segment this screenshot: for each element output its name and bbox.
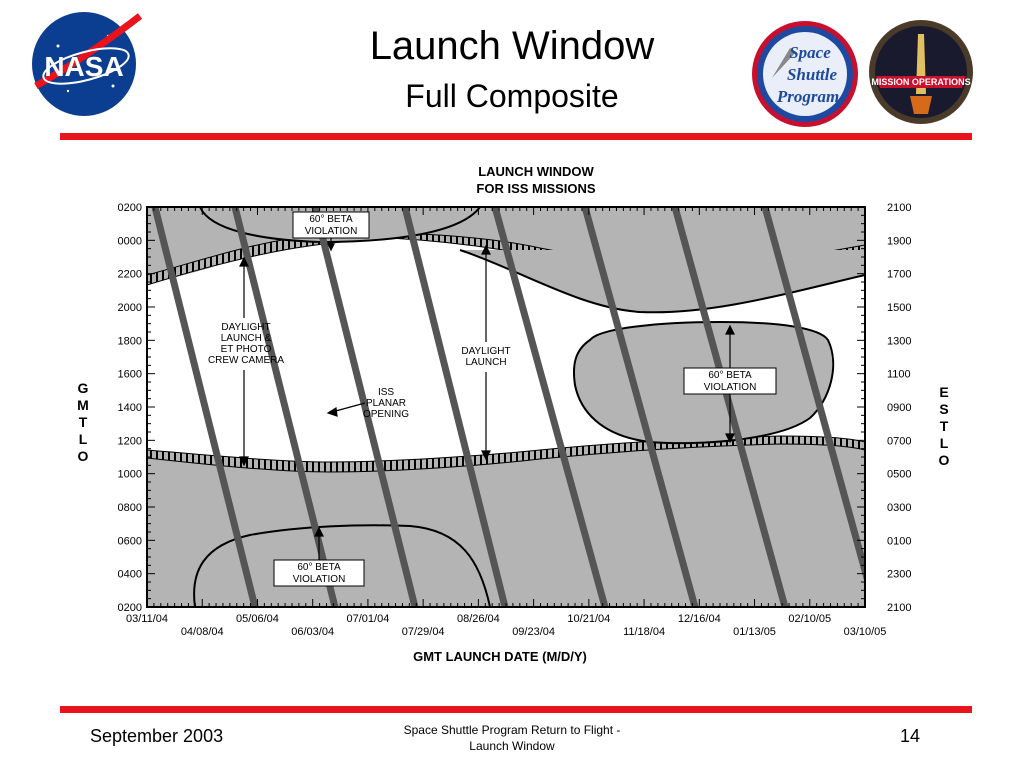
footer-date: September 2003 xyxy=(90,726,224,746)
y-tick-right: 2300 xyxy=(887,568,912,581)
annotation-beta-right-1: 60° BETA xyxy=(708,370,752,381)
y-tick-left: 1200 xyxy=(117,435,142,448)
nasa-logo xyxy=(28,6,144,118)
slide-subtitle: Full Composite xyxy=(405,78,619,114)
y-axis-label-left: G M T L O xyxy=(77,380,89,464)
y-tick-right: 1900 xyxy=(887,235,912,248)
annotation-daylight-left-4: CREW CAMERA xyxy=(207,355,285,366)
y-tick-right: 1500 xyxy=(887,302,912,314)
y-tick-left: 0200 xyxy=(117,602,142,614)
annotation-iss-planar-3: OPENING xyxy=(362,409,410,420)
y-tick-right: 0700 xyxy=(887,435,912,448)
x-tick-lower: 09/23/04 xyxy=(512,626,556,638)
nasa-logo-text: NASA xyxy=(44,51,124,82)
footer-title-line2: Launch Window xyxy=(469,739,555,753)
x-tick-upper: 03/11/04 xyxy=(125,613,169,625)
annotation-beta-bottom-1: 60° BETA xyxy=(297,562,341,573)
annotation-daylight-mid-2: LAUNCH xyxy=(465,357,507,368)
annotation-daylight-left-2: LAUNCH & xyxy=(220,333,272,344)
y-tick-left: 2000 xyxy=(117,302,142,314)
annotation-iss-planar-1: ISS xyxy=(377,387,395,398)
y-tick-right: 2100 xyxy=(887,602,912,614)
launch-window-chart xyxy=(60,150,960,670)
annotation-beta-bottom-2: VIOLATION xyxy=(292,574,346,585)
x-tick-upper: 12/16/04 xyxy=(677,613,721,625)
annotation-daylight-left-3: ET PHOTO xyxy=(220,344,272,355)
x-tick-lower: 06/03/04 xyxy=(291,626,335,638)
y-tick-left: 1600 xyxy=(117,368,142,381)
x-tick-lower: 03/10/05 xyxy=(843,626,887,638)
x-axis-label: GMT LAUNCH DATE (M/D/Y) xyxy=(413,649,587,664)
x-tick-upper: 02/10/05 xyxy=(788,613,832,625)
y-tick-right: 0100 xyxy=(887,535,912,548)
y-tick-left: 0400 xyxy=(117,568,142,581)
annotation-beta-right-2: VIOLATION xyxy=(703,382,757,393)
page-number: 14 xyxy=(900,726,921,746)
x-tick-upper: 10/21/04 xyxy=(567,613,611,625)
y-tick-left: 0200 xyxy=(117,202,142,214)
x-tick-upper: 08/26/04 xyxy=(456,613,500,625)
y-tick-right: 2100 xyxy=(887,202,912,214)
bottom-divider xyxy=(60,706,972,713)
y-tick-right: 1100 xyxy=(887,368,911,381)
y-tick-right: 1700 xyxy=(887,268,912,281)
footer-title xyxy=(360,722,664,754)
y-tick-right: 0500 xyxy=(887,468,912,481)
annotation-daylight-mid-1: DAYLIGHT xyxy=(461,346,511,357)
annotation-beta-top-1: 60° BETA xyxy=(309,214,353,225)
chart-title-line1: LAUNCH WINDOW xyxy=(478,164,594,179)
annotation-beta-top-2: VIOLATION xyxy=(304,226,358,237)
y-axis-label-right: E S T L O xyxy=(938,384,950,468)
y-tick-right: 1300 xyxy=(887,335,912,348)
y-tick-left: 0800 xyxy=(117,502,142,514)
slide-title: Launch Window xyxy=(369,24,655,68)
mission-operations-logo xyxy=(866,14,976,126)
mo-text: MISSION OPERATIONS xyxy=(871,77,971,87)
x-tick-lower: 07/29/04 xyxy=(401,626,445,638)
y-tick-left: 1400 xyxy=(117,402,142,414)
y-tick-right: 0300 xyxy=(887,502,912,514)
y-tick-left: 1800 xyxy=(117,335,142,348)
x-tick-lower: 11/18/04 xyxy=(623,626,666,638)
x-tick-lower: 01/13/05 xyxy=(733,626,776,638)
x-tick-upper: 07/01/04 xyxy=(346,613,390,625)
x-tick-lower: 04/08/04 xyxy=(180,626,224,638)
annotation-iss-planar-2: PLANAR xyxy=(365,398,407,409)
ssp-line2: Shuttle xyxy=(786,65,838,84)
y-tick-left: 1000 xyxy=(117,468,142,481)
top-divider xyxy=(60,133,972,140)
y-tick-left: 0000 xyxy=(117,235,142,248)
ssp-line1: Space xyxy=(789,43,831,62)
y-tick-right: 0900 xyxy=(887,402,912,414)
chart-title-line2: FOR ISS MISSIONS xyxy=(476,181,596,196)
footer-title-line1: Space Shuttle Program Return to Flight - xyxy=(403,723,621,737)
y-tick-left: 2200 xyxy=(117,268,142,281)
x-tick-upper: 05/06/04 xyxy=(236,613,279,625)
space-shuttle-program-logo xyxy=(750,18,860,130)
ssp-line3: Program xyxy=(776,87,840,106)
y-tick-left: 0600 xyxy=(117,535,142,548)
annotation-daylight-left-1: DAYLIGHT xyxy=(221,322,271,333)
